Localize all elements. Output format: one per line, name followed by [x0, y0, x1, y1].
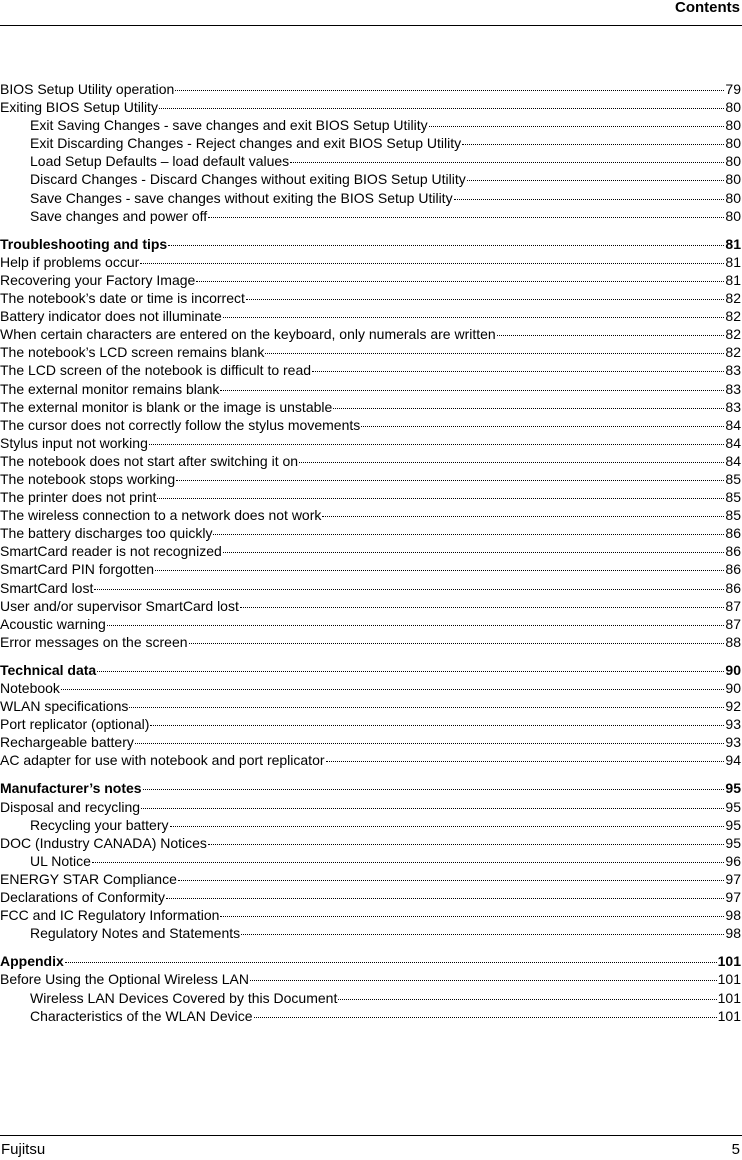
toc-entry[interactable] — [0, 207, 741, 225]
toc-entry-title: The external monitor remains blank — [0, 380, 220, 397]
toc-entry-title: Stylus input not working — [0, 434, 148, 451]
toc-entry-title: SmartCard lost — [0, 579, 94, 596]
toc-entry-title: Acoustic warning — [0, 615, 106, 632]
toc-entry-page: 101 — [717, 1007, 741, 1024]
toc-entry-title: The battery discharges too quickly — [0, 525, 213, 542]
toc-entry-page: 85 — [725, 470, 741, 487]
toc-entry-title: The wireless connection to a network does not work — [0, 507, 322, 524]
toc-dot-leader — [94, 577, 724, 590]
toc-entry-title: Appendix — [0, 953, 64, 970]
toc-entry-title: Notebook — [0, 680, 60, 696]
toc-entry-title: Port replicator (optional) — [0, 716, 150, 733]
toc-dot-leader — [333, 396, 724, 409]
toc-entry-title: The external monitor is blank or the image is unstable — [0, 398, 333, 415]
toc-entry-title: Discard Changes - Discard Changes without exiting BIOS Setup Utility — [30, 171, 466, 188]
toc-dot-leader — [196, 269, 724, 282]
toc-dot-leader — [312, 359, 724, 372]
toc-entry-title: SmartCard reader is not recognized — [0, 543, 222, 560]
toc-entry-title: Save changes and power off — [30, 207, 208, 224]
toc-entry-title: DOC (Industry CANADA) Notices — [0, 834, 207, 851]
toc-entry-title: Exit Discarding Changes - Reject changes and exit BIOS Setup Utility — [30, 135, 462, 152]
toc-dot-leader — [250, 968, 717, 981]
toc-entry-page: 94 — [725, 752, 741, 769]
toc-entry-title: The notebook does not start after switching it on — [0, 452, 299, 469]
toc-entry-title: AC adapter for use with notebook and port replicator — [0, 752, 325, 769]
toc-dot-leader — [290, 150, 724, 163]
toc-dot-leader — [168, 233, 724, 246]
footer-page-number: 5 — [731, 1141, 740, 1158]
toc-dot-leader — [246, 287, 725, 300]
toc-entry-page: 82 — [725, 308, 741, 325]
toc-dot-leader — [338, 987, 716, 1000]
toc-entry-title: Save Changes - save changes without exiting the BIOS Setup Utility — [30, 189, 453, 206]
toc-entry-page: 86 — [725, 543, 741, 560]
toc-entry-page: 80 — [725, 117, 741, 134]
toc-entry-page: 83 — [725, 380, 741, 397]
header-title: Contents — [675, 0, 740, 16]
toc-entry-page: 90 — [725, 661, 741, 678]
toc-entry-page: 80 — [725, 153, 741, 170]
toc-dot-leader — [159, 96, 724, 109]
toc-entry-page: 96 — [725, 852, 741, 869]
toc-dot-leader — [220, 378, 724, 391]
toc-entry-page: 81 — [725, 235, 741, 252]
toc-entry-title: Troubleshooting and tips — [0, 235, 168, 252]
toc-entry-page: 93 — [725, 734, 741, 751]
toc-entry-title: UL Notice — [30, 852, 91, 869]
toc-dot-leader — [97, 659, 724, 672]
toc-entry-title: The cursor does not correctly follow the stylus movements — [0, 416, 361, 433]
toc-entry-title: Load Setup Defaults – load default values — [30, 153, 290, 170]
toc-dot-leader — [208, 832, 724, 845]
toc-entry-title: SmartCard PIN forgotten — [0, 561, 155, 578]
toc-dot-leader — [178, 868, 725, 881]
toc-entry-title: The LCD screen of the notebook is difficult to read — [0, 362, 312, 379]
toc-entry-title: BIOS Setup Utility operation — [0, 81, 175, 97]
toc-entry-title: Error messages on the screen — [0, 633, 188, 650]
toc-entry-title: The notebook’s date or time is incorrect — [0, 290, 245, 307]
toc-entry-title: The notebook’s LCD screen remains blank — [0, 344, 265, 361]
toc-entry-page: 79 — [725, 81, 741, 97]
toc-dot-leader — [223, 305, 725, 318]
footer-brand: Fujitsu — [1, 1141, 46, 1158]
toc-dot-leader — [129, 695, 724, 708]
toc-dot-leader — [213, 522, 724, 535]
toc-entry-page: 98 — [725, 907, 741, 924]
toc-entry-page: 95 — [725, 780, 741, 797]
toc-entry-page: 101 — [717, 989, 741, 1006]
toc-entry[interactable] — [0, 751, 741, 769]
toc-entry-page: 80 — [725, 207, 741, 224]
toc-entry-page: 95 — [725, 816, 741, 833]
toc-dot-leader — [220, 904, 724, 917]
toc-entry-title: Wireless LAN Devices Covered by this Document — [30, 989, 338, 1006]
toc-entry-page: 82 — [725, 326, 741, 343]
toc-entry-page: 92 — [725, 698, 741, 715]
toc-dot-leader — [462, 132, 724, 145]
toc-entry-page: 80 — [725, 99, 741, 116]
toc-entry-page: 95 — [725, 834, 741, 851]
toc-entry-title: Declarations of Conformity — [0, 889, 165, 906]
toc-entry-page: 83 — [725, 362, 741, 379]
toc-entry-page: 86 — [725, 525, 741, 542]
toc-entry-page: 85 — [725, 507, 741, 524]
toc-entry[interactable] — [0, 633, 741, 651]
toc-dot-leader — [157, 486, 724, 499]
toc-dot-leader — [107, 613, 725, 626]
toc-entry-page: 101 — [717, 953, 741, 970]
toc-dot-leader — [155, 558, 724, 571]
toc-dot-leader — [141, 796, 724, 809]
toc-dot-leader — [223, 540, 725, 553]
toc-entry-title: Recycling your battery — [30, 816, 169, 833]
toc-entry-page: 81 — [725, 253, 741, 270]
toc-entry-page: 88 — [725, 633, 741, 650]
toc-dot-leader — [467, 168, 725, 181]
toc-entry[interactable] — [0, 924, 741, 942]
toc-entry-page: 97 — [725, 889, 741, 906]
toc-entry-title: Recovering your Factory Image — [0, 271, 196, 288]
toc-entry-page: 84 — [725, 416, 741, 433]
toc-entry-title: Exit Saving Changes - save changes and exit BIOS Setup Utility — [30, 117, 428, 134]
toc-entry-title: Help if problems occur — [0, 253, 140, 270]
toc-entry-page: 84 — [725, 434, 741, 451]
toc-dot-leader — [170, 814, 725, 827]
toc-entry-page: 87 — [725, 597, 741, 614]
toc-dot-leader — [322, 504, 724, 517]
toc-entry-page: 83 — [725, 398, 741, 415]
toc-dot-leader — [166, 886, 724, 899]
toc-dot-leader — [175, 78, 724, 91]
toc-entry-title: User and/or supervisor SmartCard lost — [0, 597, 239, 614]
toc-entry-page: 80 — [725, 189, 741, 206]
toc-dot-leader — [176, 468, 724, 481]
toc-dot-leader — [150, 713, 724, 726]
toc-dot-leader — [189, 631, 725, 644]
toc-dot-leader — [240, 595, 725, 608]
toc-entry-page: 90 — [725, 680, 741, 696]
toc-entry-page: 81 — [725, 271, 741, 288]
toc-entry-page: 93 — [725, 716, 741, 733]
toc-entry-page: 84 — [725, 452, 741, 469]
toc-dot-leader — [61, 677, 724, 690]
toc-entry-title: Characteristics of the WLAN Device — [30, 1007, 253, 1024]
toc-entry[interactable] — [0, 1007, 741, 1025]
table-of-contents — [0, 80, 741, 1025]
header-rule — [0, 25, 742, 26]
toc-dot-leader — [140, 251, 724, 264]
toc-entry-page: 80 — [725, 135, 741, 152]
toc-entry-page: 85 — [725, 489, 741, 506]
toc-entry-title: ENERGY STAR Compliance — [0, 870, 177, 887]
toc-dot-leader — [326, 749, 725, 762]
toc-dot-leader — [497, 323, 725, 336]
toc-entry-page: 82 — [725, 290, 741, 307]
toc-dot-leader — [254, 1005, 717, 1018]
toc-dot-leader — [135, 731, 725, 744]
toc-entry-page: 101 — [717, 971, 741, 988]
toc-entry-page: 95 — [725, 798, 741, 815]
toc-entry-title: WLAN specifications — [0, 698, 129, 715]
toc-entry-page: 80 — [725, 171, 741, 188]
toc-dot-leader — [361, 414, 724, 427]
toc-entry-title: Disposal and recycling — [0, 798, 141, 815]
toc-dot-leader — [143, 777, 725, 790]
toc-entry-title: FCC and IC Regulatory Information — [0, 907, 220, 924]
toc-dot-leader — [265, 341, 724, 354]
toc-dot-leader — [208, 205, 724, 218]
toc-entry-title: Battery indicator does not illuminate — [0, 308, 222, 325]
toc-entry-title: Regulatory Notes and Statements — [30, 925, 241, 942]
toc-dot-leader — [454, 187, 725, 200]
toc-entry-title: Before Using the Optional Wireless LAN — [0, 971, 249, 988]
toc-entry-title: When certain characters are entered on the keyboard, only numerals are written — [0, 326, 496, 343]
toc-entry-page: 86 — [725, 561, 741, 578]
toc-dot-leader — [149, 432, 725, 445]
toc-entry-title: The notebook stops working — [0, 470, 176, 487]
toc-entry-title: Technical data — [0, 661, 97, 678]
toc-dot-leader — [92, 850, 724, 863]
toc-entry-title: Rechargeable battery — [0, 734, 134, 751]
toc-dot-leader — [65, 950, 717, 963]
toc-dot-leader — [241, 922, 724, 935]
toc-entry-page: 87 — [725, 615, 741, 632]
toc-entry-page: 98 — [725, 925, 741, 942]
footer-rule — [0, 1135, 742, 1136]
toc-entry-title: The printer does not print — [0, 489, 157, 506]
toc-entry-title: Exiting BIOS Setup Utility — [0, 99, 158, 116]
toc-dot-leader — [429, 114, 725, 127]
toc-dot-leader — [299, 450, 724, 463]
toc-entry-title: Manufacturer’s notes — [0, 780, 142, 797]
toc-entry-page: 86 — [725, 579, 741, 596]
toc-entry-page: 82 — [725, 344, 741, 361]
toc-entry-page: 97 — [725, 870, 741, 887]
